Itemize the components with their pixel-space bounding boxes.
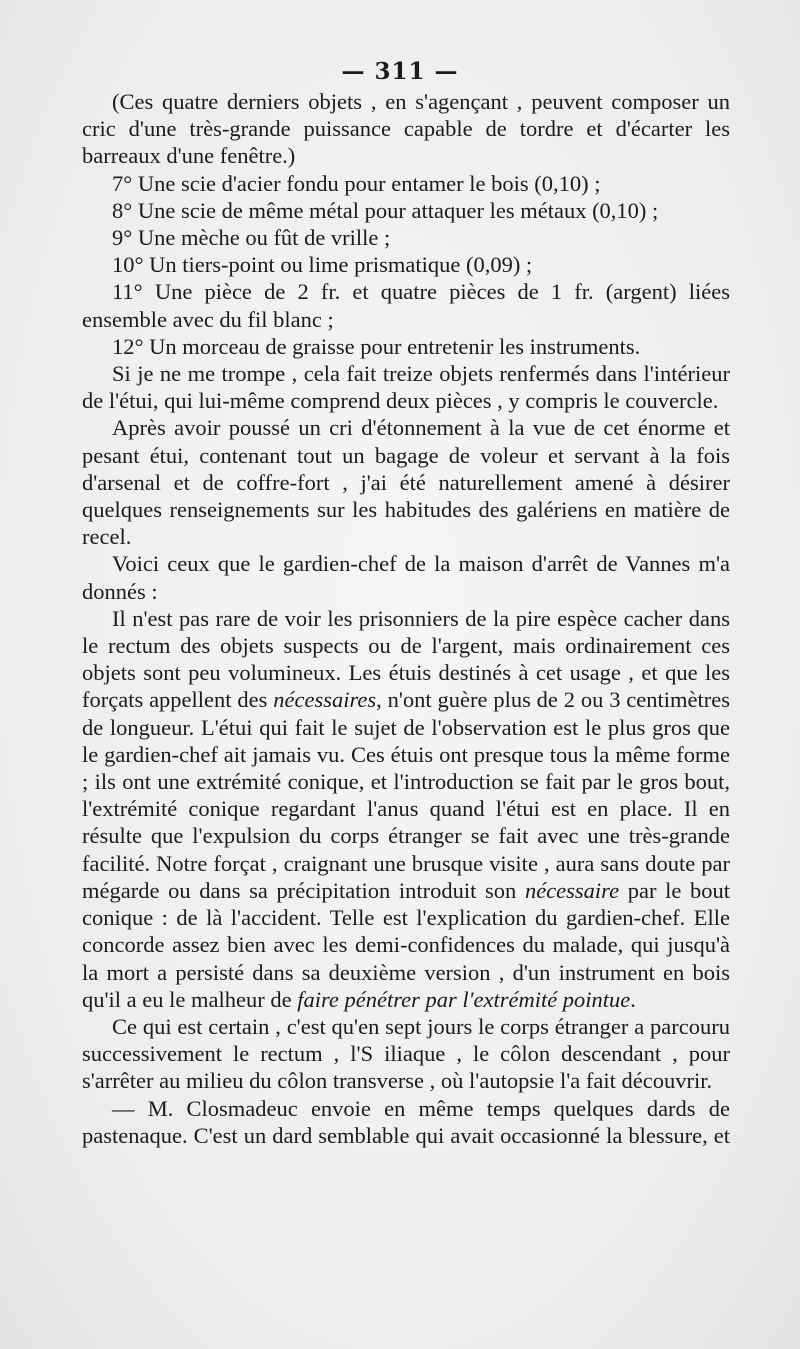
text-run: 12° Un morceau de graisse pour entretenir les instruments. bbox=[112, 333, 641, 359]
text-run: Ce qui est certain , c'est qu'en sept jours le corps étranger a parcouru successivement le rectum , l'S iliaque , le côlon descendant , pour s'arrêter au milieu du côlon transverse , où l'autopsie l'a fait découvrir. bbox=[82, 1013, 730, 1094]
text-run: 7° Une scie d'acier fondu pour entamer le bois (0,10) ; bbox=[112, 170, 601, 196]
paragraph bbox=[82, 251, 730, 278]
text-run: par le bout conique : de là l'accident. Telle est l'explication du gardien-chef. Elle concorde assez bien avec les demi-confidences du malade, qui jusqu'à la mort a persisté dans sa deuxième version , d'un instrument en bois qu'il a eu le malheur de bbox=[82, 877, 731, 1012]
paragraph bbox=[82, 605, 730, 1013]
text-run: Il n'est pas rare de voir les prisonniers de la pire espèce cacher dans le rectum des objets suspects ou de l'argent, mais ordinairement ces objets sont peu volumineux. Les étuis destinés à cet usage , et que les forçats appellent des bbox=[82, 605, 730, 713]
text-run: 8° Une scie de même métal pour attaquer les métaux (0,10) ; bbox=[112, 197, 659, 223]
text-run: Après avoir poussé un cri d'étonnement à la vue de cet énorme et pesant étui, contenant tout un bagage de voleur et servant à la fois d'arsenal et de coffre-fort , j'ai été naturellement amené à désirer quelques renseignements sur les habitudes des galériens en matière de recel. bbox=[82, 415, 730, 550]
page-number: — 311 — bbox=[341, 58, 459, 85]
body-text bbox=[82, 88, 730, 1149]
paragraph bbox=[82, 550, 730, 604]
italic-text: nécessaires bbox=[273, 687, 377, 713]
paragraph bbox=[82, 414, 730, 550]
text-run: . bbox=[630, 986, 636, 1012]
italic-text: nécessaire bbox=[524, 877, 620, 903]
text-run: 10° Un tiers-point ou lime prismatique (0,09) ; bbox=[112, 252, 533, 278]
paragraph bbox=[82, 197, 730, 224]
text-run: Voici ceux que le gardien-chef de la maison d'arrêt de Vannes m'a donnés : bbox=[82, 551, 730, 604]
paragraph bbox=[82, 278, 730, 332]
paragraph bbox=[82, 224, 730, 251]
paragraph bbox=[82, 1013, 730, 1095]
italic-text: faire pénétrer par l'extrémité pointue bbox=[297, 986, 631, 1012]
text-run: (Ces quatre derniers objets , en s'agençant , peuvent composer un cric d'une très-grande puissance capable de tordre et d'écarter les barreaux d'une fenêtre.) bbox=[82, 89, 730, 169]
paragraph bbox=[82, 360, 730, 414]
text-run: 11° Une pièce de 2 fr. et quatre pièces de 1 fr. (argent) liées ensemble avec du fil blanc ; bbox=[82, 279, 730, 332]
paragraph bbox=[82, 88, 730, 170]
text-run: — M. Closmadeuc envoie en même temps quelques dards de pastenaque. C'est un dard semblable qui avait occasionné la blessure, et bbox=[82, 1095, 730, 1148]
text-run: Si je ne me trompe , cela fait treize objets renfermés dans l'intérieur de l'étui, qui lui-même comprend deux pièces , y compris le couvercle. bbox=[82, 361, 730, 414]
paragraph bbox=[82, 333, 730, 360]
text-run: , n'ont guère plus de 2 ou 3 centimètres de longueur. L'étui qui fait le sujet de l'observation est le plus gros que le gardien-chef ait jamais vu. Ces étuis ont presque tous la même forme ; ils ont une extrémité conique, et l'introduction se fait par le gros bout, l'extrémité conique regardant l'anus quand l'étui est en place. Il en résulte que l'expulsion du corps étranger se fait avec une très-grande facilité. Notre forçat , craignant une brusque visite , aura sans doute par mégarde ou dans sa précipitation introduit son bbox=[82, 687, 731, 903]
paragraph bbox=[82, 1095, 730, 1149]
paragraph bbox=[82, 170, 730, 197]
text-run: 9° Une mèche ou fût de vrille ; bbox=[112, 225, 391, 251]
